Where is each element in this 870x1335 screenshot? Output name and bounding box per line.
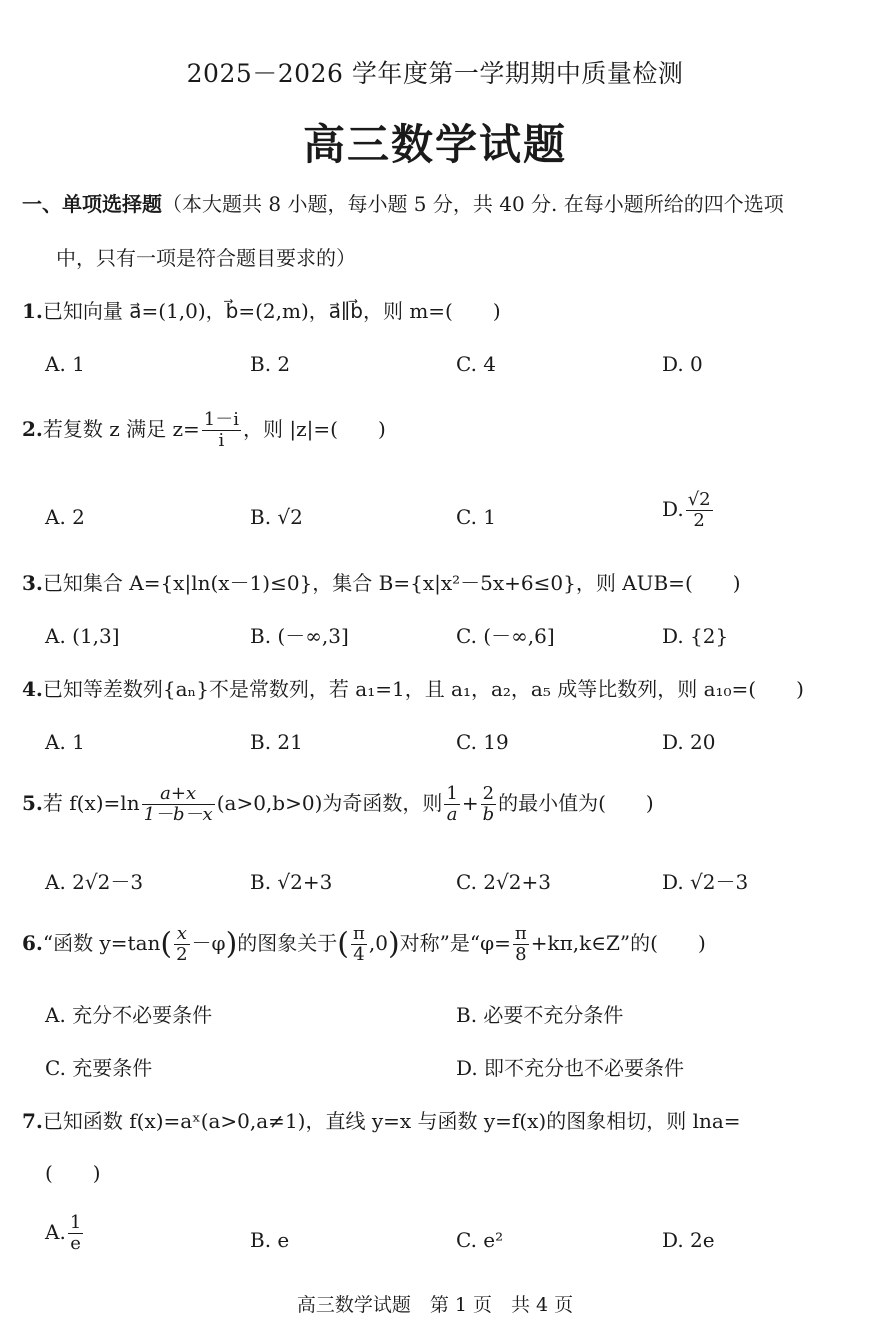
question-stem: 已知向量 a⃗=(1,0)，b⃗=(2,m)，a⃗∥b⃗，则 m=( ): [42, 299, 501, 323]
fraction: [142, 784, 215, 825]
q2-option-b: B. √2: [250, 505, 303, 529]
fraction-numerator: x: [174, 924, 189, 945]
q4-option-c: C. 19: [456, 730, 509, 754]
fraction-numerator: 1: [69, 1212, 82, 1233]
question-number: 6.: [22, 931, 43, 955]
question-5: [22, 784, 654, 825]
q5-option-b: B. √2+3: [250, 870, 333, 894]
q2-option-a: A. 2: [45, 505, 85, 529]
q3-option-b: B. (－∞,3]: [250, 624, 349, 648]
fraction-denominator: b: [482, 804, 495, 825]
q5-option-c: C. 2√2+3: [456, 870, 551, 894]
fraction-denominator: 4: [353, 944, 365, 965]
question-3: [22, 569, 741, 597]
fraction: [68, 1213, 83, 1254]
q7-option-d: D. 2e: [662, 1228, 715, 1252]
q1-option-d: D. 0: [662, 352, 703, 376]
right-paren: ): [225, 926, 238, 962]
fraction-denominator: e: [70, 1233, 81, 1254]
q5-option-a: A. 2√2－3: [45, 870, 144, 894]
question-1: [22, 297, 501, 325]
q6-option-a: A. 充分不必要条件: [45, 1003, 213, 1027]
fraction: [202, 410, 241, 451]
option-letter: D.: [662, 497, 684, 521]
q2-option-d: [662, 490, 715, 531]
q6-option-d: D. 即不充分也不必要条件: [456, 1056, 685, 1080]
fraction-numerator: √2: [687, 489, 711, 510]
fraction-denominator: i: [218, 430, 225, 451]
fraction-numerator: 1－i: [203, 409, 240, 430]
question-number: 4.: [22, 677, 43, 701]
left-paren: (: [160, 926, 173, 962]
question-2: [22, 410, 386, 451]
fraction: [174, 924, 189, 965]
q4-option-a: A. 1: [45, 730, 85, 754]
fraction-denominator: 1－b－x: [143, 804, 213, 825]
q1-option-a: A. 1: [45, 352, 85, 376]
q1-option-c: C. 4: [456, 352, 497, 376]
right-paren: ): [387, 926, 400, 962]
q7-option-b: B. e: [250, 1228, 290, 1252]
q3-option-a: A. (1,3]: [45, 624, 120, 648]
question-number: 5.: [22, 791, 43, 815]
q3-option-d: D. {2}: [662, 624, 729, 648]
question-stem: 已知集合 A={x|ln(x－1)≤0}，集合 B={x|x²－5x+6≤0}，则 AUB=( ): [42, 571, 741, 595]
option-letter: A.: [45, 1220, 66, 1244]
question-7: [22, 1107, 741, 1135]
q4-option-d: D. 20: [662, 730, 716, 754]
question-stem: 已知等差数列{aₙ}不是常数列，若 a₁=1，且 a₁，a₂，a₅ 成等比数列，则 a₁₀=( ): [42, 677, 804, 701]
fraction: [513, 924, 529, 965]
question-stem-suffix: ，则 |z|=( ): [243, 417, 386, 441]
question-stem-mid: (a>0,b>0)为奇函数，则: [216, 791, 443, 815]
point-tail: ,0: [368, 931, 388, 955]
question-number: 7.: [22, 1109, 43, 1133]
fraction: [444, 784, 459, 825]
exam-title: 2025－2026 学年度第一学期期中质量检测: [186, 59, 684, 88]
fraction-numerator: 2: [481, 784, 497, 805]
question-stem-mid: 的图象关于: [237, 931, 338, 955]
fraction-numerator: a+x: [142, 784, 215, 805]
question-stem-prefix: “函数 y=tan: [42, 931, 161, 955]
q5-option-d: D. √2－3: [662, 870, 749, 894]
question-4: [22, 675, 804, 703]
q2-option-c: C. 1: [456, 505, 497, 529]
q4-option-b: B. 21: [250, 730, 303, 754]
section-title: 一、单项选择题: [22, 192, 162, 216]
question-number: 2.: [22, 417, 43, 441]
fraction-numerator: π: [353, 923, 365, 944]
q7-option-c: C. e²: [456, 1228, 504, 1252]
question-stem-suffix: 的最小值为( ): [498, 791, 654, 815]
question-number: 3.: [22, 571, 43, 595]
fraction-denominator: a: [446, 804, 458, 825]
section-note-line2: 中，只有一项是符合题目要求的）: [56, 246, 356, 270]
page-footer: 高三数学试题 第 1 页 共 4 页: [296, 1294, 574, 1316]
fraction-denominator: 8: [515, 944, 527, 965]
q6-option-c: C. 充要条件: [45, 1056, 153, 1080]
fraction-denominator: 2: [176, 944, 188, 965]
question-stem-prefix: 若 f(x)=ln: [42, 791, 140, 815]
fraction-numerator: π: [514, 923, 527, 944]
fraction-denominator: 2: [693, 510, 705, 531]
question-7-answer-blank: ( ): [45, 1161, 101, 1185]
section-heading: [22, 190, 784, 218]
left-paren: (: [337, 926, 349, 962]
question-stem-line1: 已知函数 f(x)=aˣ(a>0,a≠1)，直线 y=x 与函数 y=f(x)的图象相切，则 lna=: [42, 1109, 741, 1133]
question-6: [22, 924, 706, 965]
q3-option-c: C. (－∞,6]: [456, 624, 555, 648]
subject-title: 高三数学试题: [302, 120, 567, 169]
q6-option-b: B. 必要不充分条件: [456, 1003, 624, 1027]
question-stem-suffix: +kπ,k∈Z”的( ): [530, 931, 706, 955]
fraction: [481, 784, 497, 825]
q7-option-a: [45, 1213, 85, 1254]
plus-sign: +: [461, 791, 479, 815]
question-stem-mid: 对称”是“φ=: [399, 931, 511, 955]
fraction: [686, 490, 713, 531]
section-note-line1: （本大题共 8 小题，每小题 5 分，共 40 分. 在每小题所给的四个选项: [162, 192, 784, 216]
fraction: [351, 924, 367, 965]
question-stem-prefix: 若复数 z 满足 z=: [42, 417, 200, 441]
fraction-numerator: 1: [446, 783, 458, 804]
question-number: 1.: [22, 299, 43, 323]
phi-term: －φ: [191, 931, 226, 955]
q1-option-b: B. 2: [250, 352, 291, 376]
